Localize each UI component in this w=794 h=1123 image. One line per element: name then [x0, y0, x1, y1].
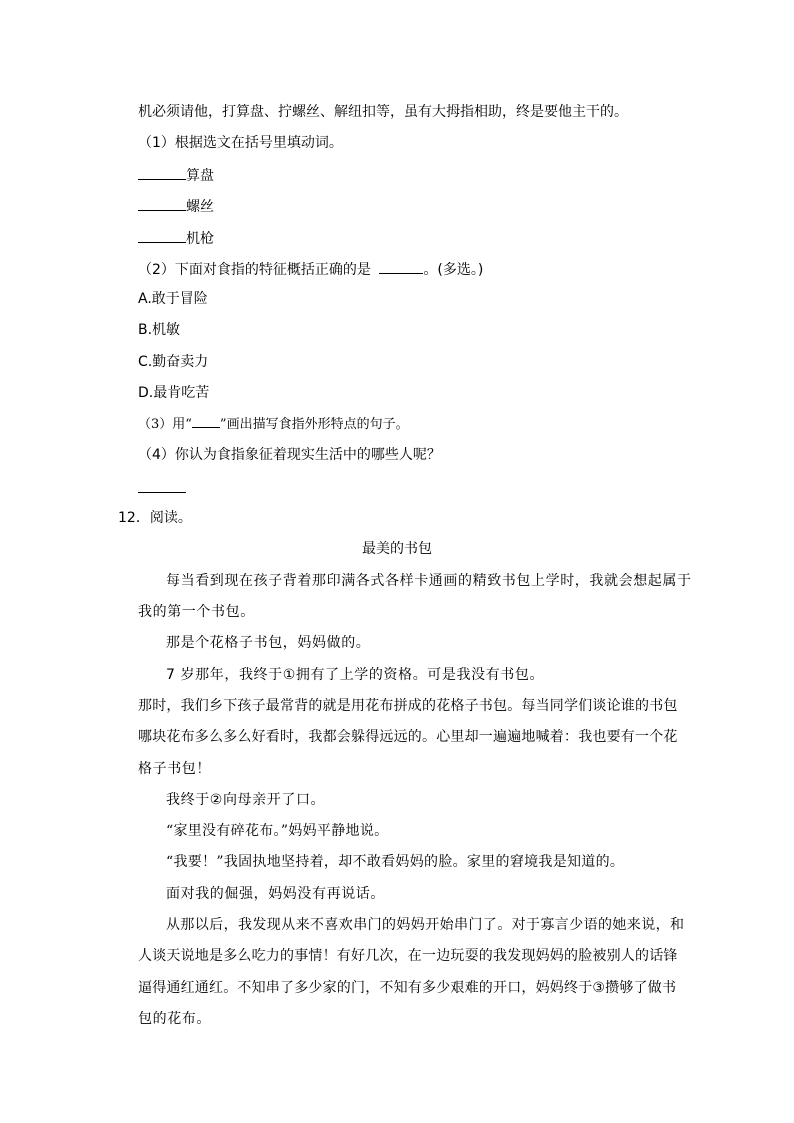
passage-tail: 机必须请他，打算盘、拧螺丝、解纽扣等，虽有大拇指相助，终是要他主干的。	[138, 104, 628, 120]
fill-item-label: 机枪	[186, 231, 214, 247]
question-12-number: 12．阅读。	[118, 510, 192, 526]
option-c: C.勤奋卖力	[138, 354, 209, 370]
subquestion-1: （1）根据选文在括号里填动词。	[138, 135, 343, 151]
subquestion-4: （4）你认为食指象征着现实生活中的哪些人呢？	[138, 447, 441, 463]
paragraph-6: “家里没有碎花布。”妈妈平静地说。	[166, 823, 389, 839]
subquestion-2-text: （2）下面对食指的特征概括正确的是	[138, 262, 371, 278]
option-a: A.敢于冒险	[138, 291, 208, 307]
paragraph-1-line-1: 每当看到现在孩子背着那印满各式各样卡通画的精致书包上学时，我就会想起属于	[166, 573, 692, 589]
underline-sample	[192, 415, 220, 428]
passage-title: 最美的书包	[362, 541, 432, 557]
paragraph-8: 面对我的倔强，妈妈没有再说话。	[166, 886, 385, 902]
paragraph-9-line-2: 人谈天说地是多么吃力的事情！有好几次，在一边玩耍的我发现妈妈的脸被别人的话锋	[138, 948, 678, 964]
paragraph-7: “我要！”我固执地坚持着，却不敢看妈妈的脸。家里的窘境我是知道的。	[166, 854, 625, 870]
paragraph-3: 7 岁那年，我终于①拥有了上学的资格。可是我没有书包。	[166, 667, 545, 683]
answer-blank[interactable]	[138, 165, 186, 180]
fill-item-gun	[138, 228, 214, 248]
answer-blank[interactable]	[379, 259, 423, 274]
subquestion-3	[138, 415, 409, 434]
paragraph-5: 我终于②向母亲开了口。	[166, 792, 326, 808]
paragraph-2: 那是个花格子书包，妈妈做的。	[166, 635, 371, 651]
paragraph-9-line-3: 逼得通红通红。不知串了多少家的门，不知有多少艰难的开口，妈妈终于③攒够了做书	[138, 980, 677, 996]
subquestion-2	[138, 259, 483, 279]
fill-item-label: 螺丝	[186, 199, 214, 215]
fill-item-abacus	[138, 165, 214, 185]
answer-blank[interactable]	[138, 478, 186, 493]
answer-blank[interactable]	[138, 196, 186, 211]
paragraph-4-line-2: 哪块花布多么多么好看时，我都会躲得远远的。心里却一遍遍地喊着：我也要有一个花	[138, 729, 678, 745]
paragraph-4-line-1: 那时，我们乡下孩子最常背的就是用花布拼成的花格子书包。每当同学们谈论谁的书包	[138, 698, 678, 714]
subquestion-2-suffix: 。(多选。)	[423, 262, 484, 278]
fill-item-screw	[138, 196, 214, 216]
option-b: B.机敏	[138, 322, 181, 338]
subquestion-4-answer	[138, 478, 186, 498]
subquestion-3-text: （3）用“	[138, 417, 192, 432]
paragraph-9-line-4: 包的花布。	[138, 1011, 211, 1027]
option-d: D.最肯吃苦	[138, 385, 210, 401]
paragraph-1-line-2: 我的第一个书包。	[138, 604, 255, 620]
paragraph-9-line-1: 从那以后，我发现从来不喜欢串门的妈妈开始串门了。对于寡言少语的她来说，和	[166, 917, 685, 933]
paragraph-4-line-3: 格子书包！	[138, 761, 211, 777]
fill-item-label: 算盘	[186, 168, 214, 184]
subquestion-3-suffix: ”画出描写食指外形特点的句子。	[219, 417, 409, 432]
answer-blank[interactable]	[138, 228, 186, 243]
